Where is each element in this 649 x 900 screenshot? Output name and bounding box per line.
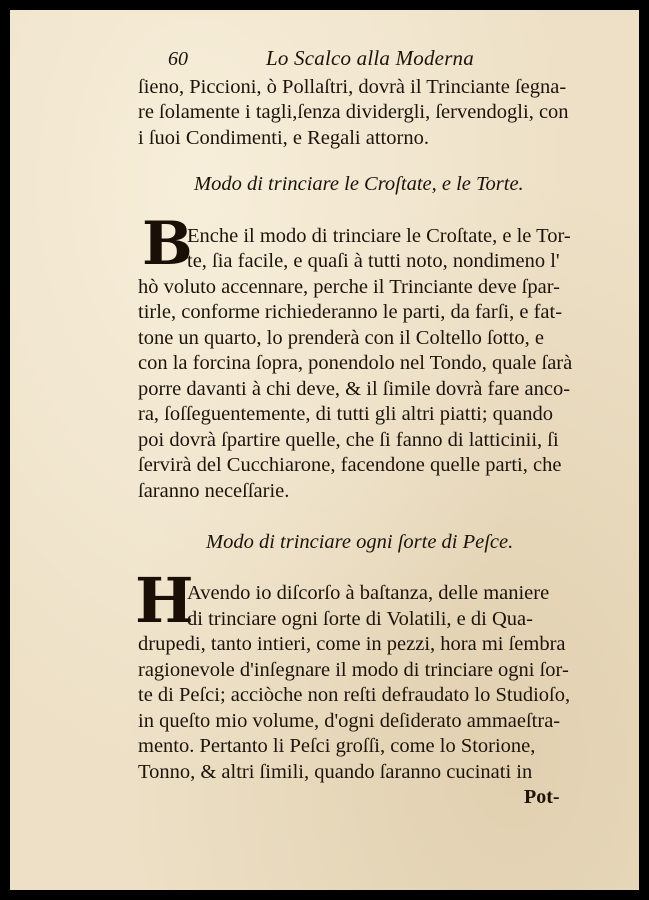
text-line: ſieno, Piccioni, ò Pollaſtri, dovrà il Trinciante ſegna- [138, 76, 567, 98]
drop-cap: B [142, 209, 193, 279]
text-line: con la forcina ſopra, ponendolo nel Tondo, quale ſarà [138, 352, 573, 374]
text-line: te di Peſci; acciòche non reſti defraudato lo Studioſo, [138, 684, 571, 706]
text-line: ragionevole d'inſegnare il modo di trinciare ogni ſor- [138, 659, 569, 681]
book-page [10, 10, 639, 890]
text-line: poi dovrà ſpartire quelle, che ſi fanno di latticinii, ſi [138, 429, 559, 451]
catchword: Pot- [524, 786, 560, 808]
text-line: in queſto mio volume, d'ogni deſiderato ammaeſtra- [138, 710, 561, 732]
text-line: porre davanti à chi deve, & il ſimile dovrà fare anco- [138, 378, 571, 400]
text-line: di trinciare ogni ſorte di Volatili, e di Qua- [187, 608, 533, 630]
text-line: i ſuoi Condimenti, e Regali attorno. [138, 127, 429, 149]
text-line: ſervirà del Cucchiarone, facendone quelle parti, che [138, 454, 562, 476]
page-header [10, 46, 639, 76]
text-line: hò voluto accennare, perche il Trinciante deve ſpar- [138, 276, 560, 298]
text-line: te, ſia facile, e quaſi à tutti noto, nondimeno l' [187, 250, 560, 272]
text-line: tirle, conforme richiederanno le parti, da farſi, e fat- [138, 301, 563, 323]
text-line: mento. Pertanto li Peſci groſſi, come lo Storione, [138, 735, 536, 757]
text-line: tone un quarto, lo prenderà con il Coltello ſotto, e [138, 327, 544, 349]
section-heading: Modo di trinciare le Croſtate, e le Torte. [194, 173, 524, 195]
text-line: drupedi, tanto intieri, come in pezzi, hora mi ſembra [138, 633, 566, 655]
drop-cap: H [135, 564, 194, 637]
running-title: Lo Scalco alla Moderna [266, 46, 474, 70]
section-heading: Modo di trinciare ogni ſorte di Peſce. [206, 531, 514, 553]
text-line: ſaranno neceſſarie. [138, 480, 290, 502]
text-line: Enche il modo di trinciare le Croſtate, e le Tor- [187, 225, 571, 247]
text-line: re ſolamente i tagli,ſenza dividergli, ſervendogli, con [138, 101, 569, 123]
text-line: ra, ſoſſeguentemente, di tutti gli altri piatti; quando [138, 403, 554, 425]
text-line: Avendo io diſcorſo à baſtanza, delle maniere [187, 582, 550, 604]
text-line: Tonno, & altri ſimili, quando ſaranno cucinati in [138, 761, 533, 783]
page-number: 60 [168, 48, 188, 70]
